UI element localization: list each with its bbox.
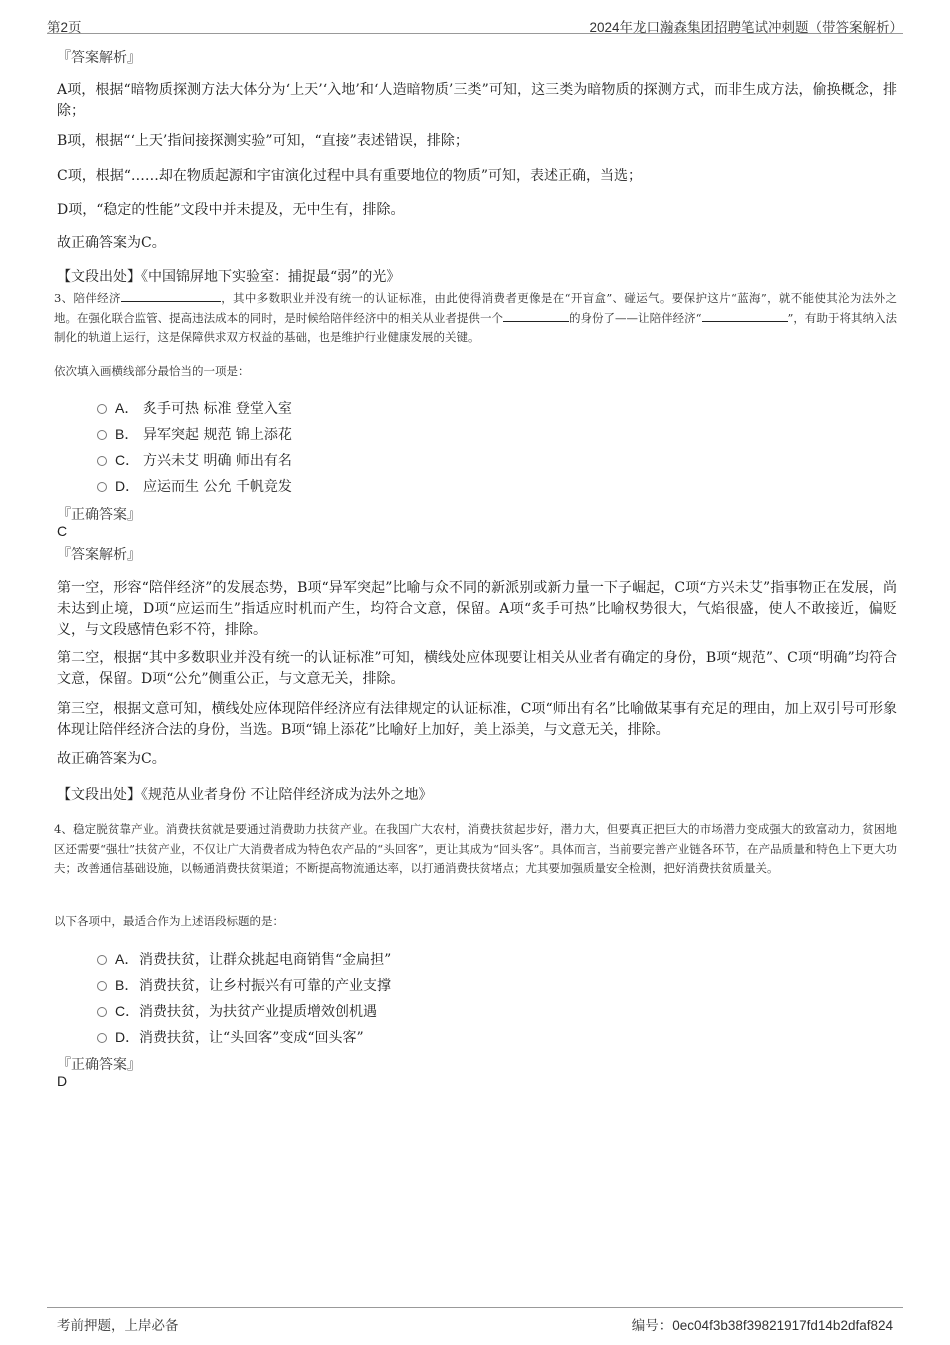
- option-a[interactable]: A．消费扶贫，让群众挑起电商销售“金扁担”: [97, 949, 391, 969]
- analysis-label: 『答案解析』: [57, 547, 141, 563]
- conclusion: 故正确答案为C。: [57, 751, 166, 767]
- blank-3: [702, 310, 788, 322]
- document-id: 编号：0ec04f3b38f39821917fd14b2dfaf824: [631, 1318, 893, 1333]
- analysis-paragraph: 第二空，根据“其中多数职业并没有统一的认证标准”可知，横线处应体现要让相关从业者有确定的身份，B项“规范”、C项“明确”均符合文意，保留。D项“公允”侧重公正，与文意无关，排除。: [57, 650, 897, 687]
- analysis-paragraph: 第一空，形容“陪伴经济”的发展态势，B项“异军突起”比喻与众不同的新派别或新力量一下子崛起，C项“方兴未艾”指事物正在发展，尚未达到止境，D项“应运而生”指适应时机而产生，均符合文意，保留。A项“炙手可热”比喻权势很大，气焰很盛，使人不敢接近，偏贬义，与文段感情色彩不符，排除。: [57, 580, 897, 638]
- source-line: [57, 267, 897, 288]
- analysis-paragraph: C项，根据“……却在物质起源和宇宙演化过程中具有重要地位的物质”可知，表述正确，当选；: [57, 168, 643, 184]
- option-d[interactable]: D． 应运而生 公允 千帆竞发: [97, 476, 292, 496]
- option-c[interactable]: C．消费扶贫，为扶贫产业提质增效创机遇: [97, 1001, 377, 1021]
- analysis-paragraph: 第三空，根据文意可知，横线处应体现陪伴经济应有法律规定的认证标准，C项“师出有名”比喻做某事有充足的理由，加上双引号可形象体现让陪伴经济合法的身份，当选。B项“锦上添花”比喻好上加好，美上添美，与文意无关，排除。: [57, 701, 897, 738]
- page-number: 第2页: [47, 20, 82, 35]
- source-label: 【文段出处】: [57, 787, 141, 803]
- radio-icon[interactable]: [97, 955, 107, 965]
- radio-icon[interactable]: [97, 404, 107, 414]
- analysis-paragraph: A项，根据“暗物质探测方法大体分为‘上天’‘入地’和‘人造暗物质’三类”可知，这三类为暗物质的探测方式，而非生成方法，偷换概念，排除；: [57, 82, 897, 119]
- question-3-prompt: 依次填入画横线部分最恰当的一项是：: [54, 364, 250, 378]
- page-footer: [47, 1307, 903, 1331]
- radio-icon[interactable]: [97, 456, 107, 466]
- source-title: 《规范从业者身份 不让陪伴经济成为法外之地》: [141, 787, 433, 803]
- page-header: [47, 14, 903, 34]
- question-4-stem: 4、稳定脱贫靠产业。消费扶贫就是要通过消费助力扶贫产业。在我国广大农村，消费扶贫起步好，潜力大，但要真正把巨大的市场潜力变成强大的致富动力，贫困地区还需要“强壮”扶贫产业，不仅让广大消费者成为特色农产品的“头回客”，更让其成为“回头客”。具体而言，当前要完善产业链各环节，在产品质量和特色上下更大功夫；改善通信基础设施，以畅通消费扶贫渠道；不断提高物流通达率，以打通消费扶贫堵点；尤其要加强质量安全检测，把好消费扶贫质量关。: [54, 822, 897, 875]
- question-4-prompt: 以下各项中，最适合作为上述语段标题的是：: [54, 914, 284, 928]
- question-3-stem: 3、陪伴经济 ，其中多数职业并没有统一的认证标准，由此使得消费者更像是在“开盲盒”、碰运气。要保护这片“蓝海”，就不能使其沦为法外之地。在强化联合监管、提高违法成本的同时，是时候给陪伴经济中的相关从业者提供一个 的身份了——让陪伴经济“ ”，有助于将其纳入法制化的轨道上运行，这是保障供求双方权益的基础，也是维护行业健康发展的关键。: [54, 291, 897, 344]
- footer-slogan: 考前押题，上岸必备: [57, 1318, 179, 1333]
- option-d[interactable]: D．消费扶贫，让“头回客”变成“回头客”: [97, 1027, 364, 1047]
- blank-1: [121, 290, 221, 302]
- source-label: 【文段出处】: [57, 269, 141, 285]
- conclusion: 故正确答案为C。: [57, 235, 166, 251]
- answer-label: 『正确答案』: [57, 1057, 141, 1073]
- radio-icon[interactable]: [97, 981, 107, 991]
- radio-icon[interactable]: [97, 482, 107, 492]
- radio-icon[interactable]: [97, 1033, 107, 1043]
- correct-answer: C: [57, 523, 68, 539]
- document-title: 2024年龙口瀚森集团招聘笔试冲刺题（带答案解析）: [589, 20, 903, 35]
- correct-answer: D: [57, 1073, 68, 1089]
- source-title: 《中国锦屏地下实验室：捕捉最“弱”的光》: [141, 269, 401, 285]
- analysis-paragraph: B项，根据“‘上天’指间接探测实验”可知，“直接”表述错误，排除；: [57, 133, 469, 149]
- analysis-paragraph: D项，“稳定的性能”文段中并未提及，无中生有，排除。: [57, 202, 405, 218]
- option-c[interactable]: C． 方兴未艾 明确 师出有名: [97, 450, 292, 470]
- answer-label: 『正确答案』: [57, 507, 141, 523]
- radio-icon[interactable]: [97, 430, 107, 440]
- blank-2: [503, 310, 569, 322]
- radio-icon[interactable]: [97, 1007, 107, 1017]
- source-line: [57, 785, 897, 806]
- option-b[interactable]: B．消费扶贫，让乡村振兴有可靠的产业支撑: [97, 975, 391, 995]
- option-b[interactable]: B． 异军突起 规范 锦上添花: [97, 424, 292, 444]
- option-a[interactable]: A． 炙手可热 标准 登堂入室: [97, 398, 292, 418]
- analysis-label: 『答案解析』: [57, 50, 141, 66]
